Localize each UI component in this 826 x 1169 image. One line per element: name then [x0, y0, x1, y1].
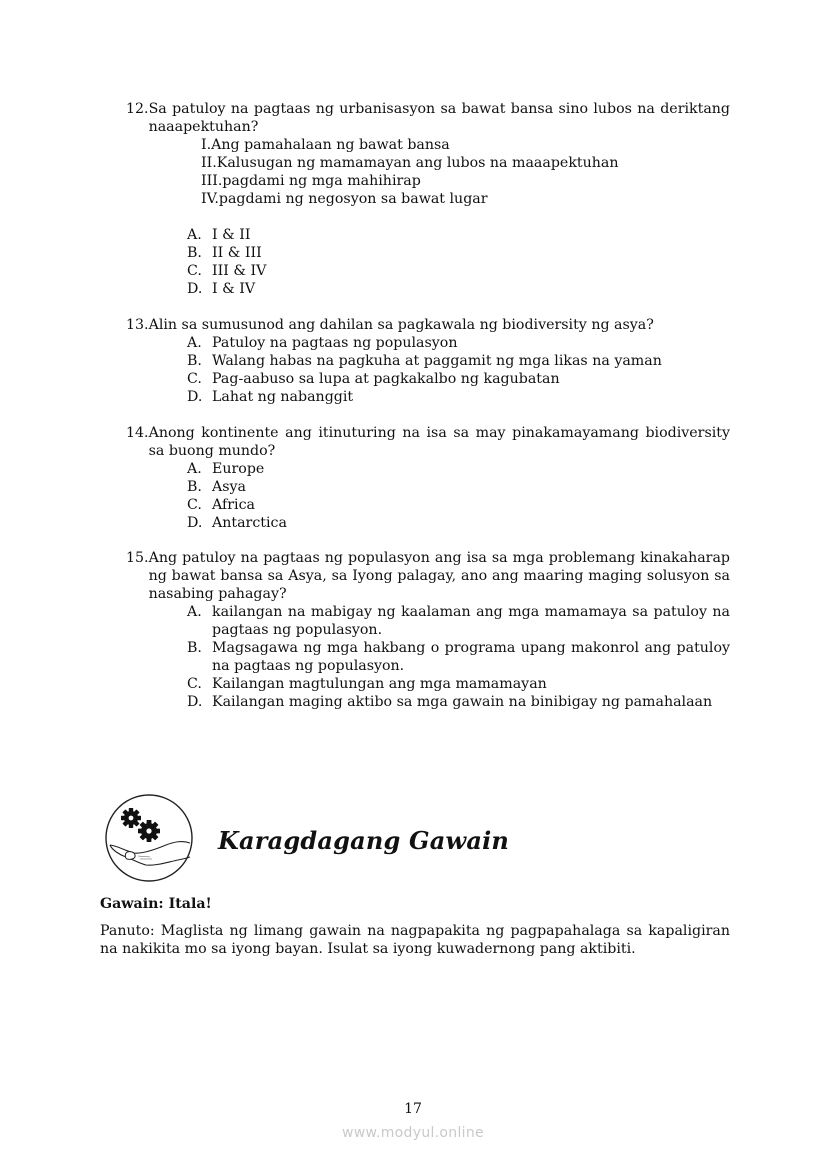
question-text: Ang patuloy na pagtaas ng populasyon ang isa sa mga problemang kinakaharap ng bawat bansa sa Asya, sa Iyong palagay, ano ang maaring maging solusyon sa nasabing pahagay?: [148, 550, 730, 602]
choice-text: Patuloy na pagtaas ng populasyon: [212, 335, 458, 351]
activity-block: [100, 895, 730, 958]
choice-letter: A.: [187, 461, 202, 477]
question-text: Alin sa sumusunod ang dahilan sa pagkawala ng biodiversity ng asya?: [148, 317, 654, 333]
statement-list: [201, 136, 730, 208]
question-text: Anong kontinente ang itinuturing na isa sa may pinakamayamang biodiversity sa buong mundo?: [148, 425, 730, 459]
choice-list: [187, 334, 730, 406]
choice-text: Kailangan maging aktibo sa mga gawain na binibigay ng pamahalaan: [212, 694, 713, 710]
question-stem: [126, 424, 730, 460]
choice-item: [187, 639, 730, 675]
gears-in-hand-icon: [104, 793, 194, 883]
choice-item: [187, 514, 730, 532]
choice-item: [187, 496, 730, 514]
choice-letter: D.: [187, 515, 203, 531]
choice-item: [187, 280, 730, 298]
section-header: [104, 793, 524, 883]
choice-item: [187, 226, 730, 244]
question-14: [126, 424, 730, 532]
choice-item: [187, 460, 730, 478]
choice-text: Magsagawa ng mga hakbang o programa upang makonrol ang patuloy na pagtaas ng populasyon.: [212, 640, 730, 674]
activity-title: Gawain: Itala!: [100, 896, 212, 912]
choice-letter: B.: [187, 245, 202, 261]
choice-item: [187, 388, 730, 406]
question-number: 13.: [126, 317, 149, 333]
choice-item: [187, 244, 730, 262]
choice-letter: D.: [187, 694, 203, 710]
activity-instructions: Panuto: Maglista ng limang gawain na nagpapakita ng pagpapahalaga sa kapaligiran na nakikita mo sa iyong bayan. Isulat sa iyong kuwadernong pang aktibiti.: [100, 923, 730, 957]
choice-letter: C.: [187, 676, 202, 692]
choice-letter: C.: [187, 371, 202, 387]
choice-text: Africa: [212, 497, 255, 513]
choice-text: I & IV: [212, 281, 256, 297]
choice-text: Kailangan magtulungan ang mga mamamayan: [212, 676, 547, 692]
choice-text: Lahat ng nabanggit: [212, 389, 354, 405]
choice-item: [187, 675, 730, 693]
choice-letter: C.: [187, 497, 202, 513]
question-stem: [126, 100, 730, 136]
question-stem: [126, 316, 730, 334]
choice-item: [187, 370, 730, 388]
choice-item: [187, 334, 730, 352]
question-number: 14.: [126, 425, 149, 441]
question-15: [126, 549, 730, 711]
choice-text: Asya: [212, 479, 247, 495]
choice-text: III & IV: [212, 263, 267, 279]
choice-letter: B.: [187, 353, 202, 369]
choice-letter: D.: [187, 389, 203, 405]
choice-text: II & III: [212, 245, 262, 261]
statement-item: I.Ang pamahalaan ng bawat bansa: [201, 137, 450, 153]
choice-letter: B.: [187, 640, 202, 656]
choice-text: Antarctica: [212, 515, 287, 531]
choice-item: [187, 693, 730, 711]
choice-item: [187, 352, 730, 370]
question-number: 15.: [126, 550, 149, 566]
statement-item: III.pagdami ng mga mahihirap: [201, 173, 421, 189]
statement-item: IV.pagdami ng negosyon sa bawat lugar: [201, 191, 488, 207]
choice-letter: D.: [187, 281, 203, 297]
choice-text: kailangan na mabigay ng kaalaman ang mga mamamaya sa patuloy na pagtaas ng populasyon.: [212, 604, 730, 638]
question-text: Sa patuloy na pagtaas ng urbanisasyon sa bawat bansa sino lubos na deriktang naaapektuhan?: [148, 101, 730, 135]
page-number: 17: [404, 1101, 422, 1117]
choice-list: [187, 603, 730, 711]
choice-item: [187, 603, 730, 639]
choice-item: [187, 478, 730, 496]
choice-list: [187, 460, 730, 532]
choice-text: Pag-aabuso sa lupa at pagkakalbo ng kagubatan: [212, 371, 560, 387]
watermark: www.modyul.online: [342, 1125, 484, 1141]
choice-text: Europe: [212, 461, 265, 477]
choice-text: Walang habas na pagkuha at paggamit ng mga likas na yaman: [212, 353, 662, 369]
choice-letter: A.: [187, 335, 202, 351]
choice-letter: A.: [187, 227, 202, 243]
question-stem: [126, 549, 730, 603]
question-13: [126, 316, 730, 406]
choice-list: [187, 226, 730, 298]
section-title: Karagdagang Gawain: [218, 825, 510, 855]
choice-letter: A.: [187, 604, 202, 620]
question-12: [126, 100, 730, 298]
choice-text: I & II: [212, 227, 251, 243]
choice-item: [187, 262, 730, 280]
statement-item: II.Kalusugan ng mamamayan ang lubos na maaapektuhan: [201, 155, 619, 171]
question-number: 12.: [126, 101, 149, 117]
choice-letter: C.: [187, 263, 202, 279]
choice-letter: B.: [187, 479, 202, 495]
